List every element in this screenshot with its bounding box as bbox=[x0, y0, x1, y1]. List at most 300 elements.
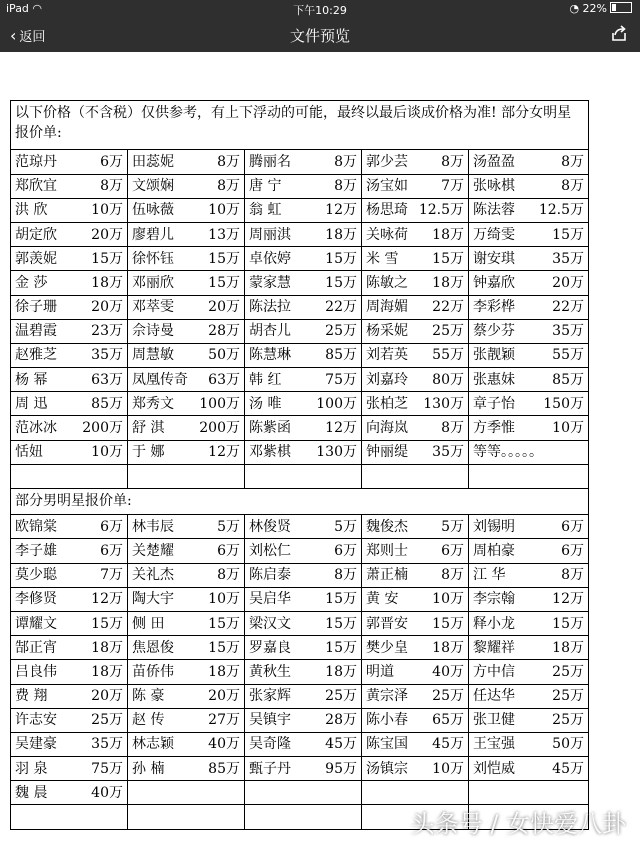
table-row bbox=[11, 684, 589, 708]
price-value: 20万 bbox=[208, 299, 240, 316]
price-cell bbox=[245, 222, 362, 246]
celebrity-name: 佘诗曼 bbox=[132, 323, 174, 340]
price-cell bbox=[469, 222, 589, 246]
price-cell bbox=[245, 684, 362, 708]
celebrity-name: 温碧霞 bbox=[15, 323, 57, 340]
price-cell bbox=[469, 150, 589, 174]
celebrity-name: 腾丽名 bbox=[249, 153, 291, 170]
celebrity-name: 徐怀钰 bbox=[132, 250, 174, 267]
price-value: 27万 bbox=[208, 712, 240, 729]
price-cell bbox=[362, 319, 469, 343]
price-cell bbox=[362, 271, 469, 295]
price-value: 28万 bbox=[325, 712, 357, 729]
table-row bbox=[11, 222, 589, 246]
price-cell bbox=[362, 343, 469, 367]
table-row bbox=[11, 343, 589, 367]
celebrity-name: 陈 豪 bbox=[132, 688, 165, 705]
price-cell bbox=[11, 198, 128, 222]
price-value: 20万 bbox=[91, 226, 123, 243]
price-cell bbox=[245, 539, 362, 563]
price-cell bbox=[362, 174, 469, 198]
share-icon bbox=[610, 24, 628, 42]
price-value: 18万 bbox=[432, 226, 464, 243]
price-value: 40万 bbox=[208, 736, 240, 753]
price-value: 15万 bbox=[208, 274, 240, 291]
celebrity-name: 关楚耀 bbox=[132, 542, 174, 559]
price-cell bbox=[11, 611, 128, 635]
celebrity-name: 周慧敏 bbox=[132, 347, 174, 364]
price-value: 85万 bbox=[552, 371, 584, 388]
table-row bbox=[11, 319, 589, 343]
price-cell bbox=[128, 174, 245, 198]
table-row bbox=[11, 198, 589, 222]
price-cell bbox=[245, 416, 362, 440]
price-value: 8万 bbox=[100, 178, 123, 195]
celebrity-name: 张柏芝 bbox=[366, 395, 408, 412]
celebrity-name: 胡杏儿 bbox=[249, 323, 291, 340]
price-cell bbox=[469, 781, 589, 805]
celebrity-name: 周海媚 bbox=[366, 299, 408, 316]
celebrity-name: 汤宝如 bbox=[366, 178, 408, 195]
price-value: 6万 bbox=[561, 518, 584, 535]
price-cell bbox=[128, 757, 245, 781]
price-value: 10万 bbox=[552, 420, 584, 437]
price-cell bbox=[245, 732, 362, 756]
price-cell bbox=[128, 587, 245, 611]
price-cell bbox=[245, 515, 362, 539]
celebrity-name: 方季惟 bbox=[473, 420, 515, 437]
celebrity-name: 黄秋生 bbox=[249, 663, 291, 680]
celebrity-name: 汤 唯 bbox=[249, 395, 282, 412]
table-row bbox=[11, 150, 589, 174]
price-cell bbox=[128, 150, 245, 174]
celebrity-name: 等等。。。。。 bbox=[473, 444, 543, 461]
price-cell bbox=[128, 392, 245, 416]
price-cell bbox=[469, 319, 589, 343]
price-value: 5万 bbox=[217, 518, 240, 535]
celebrity-name: 谢安琪 bbox=[473, 250, 515, 267]
price-value: 22万 bbox=[552, 299, 584, 316]
status-time: 下午10:29 bbox=[293, 4, 347, 17]
price-value: 22万 bbox=[432, 299, 464, 316]
price-value: 20万 bbox=[91, 299, 123, 316]
price-cell bbox=[362, 440, 469, 464]
price-value: 95万 bbox=[325, 760, 357, 777]
price-cell bbox=[11, 368, 128, 392]
celebrity-name: 郭少芸 bbox=[366, 153, 408, 170]
celebrity-name: 陈启泰 bbox=[249, 567, 291, 584]
celebrity-name: 明道 bbox=[366, 663, 394, 680]
price-cell bbox=[128, 416, 245, 440]
price-cell bbox=[11, 222, 128, 246]
price-cell bbox=[362, 757, 469, 781]
celebrity-name: 杨思琦 bbox=[366, 202, 408, 219]
price-cell bbox=[469, 295, 589, 319]
price-value: 15万 bbox=[91, 615, 123, 632]
price-cell bbox=[245, 150, 362, 174]
celebrity-name: 侧 田 bbox=[132, 615, 165, 632]
price-cell bbox=[128, 563, 245, 587]
price-value: 63万 bbox=[91, 371, 123, 388]
celebrity-name: 恬妞 bbox=[15, 444, 43, 461]
price-cell bbox=[469, 416, 589, 440]
price-cell bbox=[128, 295, 245, 319]
price-cell bbox=[469, 636, 589, 660]
celebrity-name: 钟嘉欣 bbox=[473, 274, 515, 291]
price-cell bbox=[362, 416, 469, 440]
celebrity-name: 米 雪 bbox=[366, 250, 399, 267]
price-value: 28万 bbox=[208, 323, 240, 340]
celebrity-name: 刘恺威 bbox=[473, 760, 515, 777]
celebrity-name: 任达华 bbox=[473, 688, 515, 705]
price-cell bbox=[128, 732, 245, 756]
price-value: 15万 bbox=[208, 615, 240, 632]
price-value: 15万 bbox=[325, 615, 357, 632]
price-value: 35万 bbox=[432, 444, 464, 461]
price-value: 40万 bbox=[432, 663, 464, 680]
celebrity-name: 谭耀文 bbox=[15, 615, 57, 632]
celebrity-name: 翁 虹 bbox=[249, 202, 282, 219]
celebrity-name: 魏 晨 bbox=[15, 784, 48, 801]
celebrity-name: 陶大宇 bbox=[132, 591, 174, 608]
celebrity-name: 欧锦棠 bbox=[15, 518, 57, 535]
celebrity-name: 林韦辰 bbox=[132, 518, 174, 535]
back-button[interactable]: ‹ 返回 bbox=[10, 26, 46, 45]
celebrity-name: 周柏豪 bbox=[473, 542, 515, 559]
celebrity-name: 洪 欣 bbox=[15, 202, 48, 219]
celebrity-name: 徐子珊 bbox=[15, 299, 57, 316]
price-cell bbox=[245, 368, 362, 392]
celebrity-name: 许志安 bbox=[15, 712, 57, 729]
price-value: 8万 bbox=[561, 567, 584, 584]
price-cell bbox=[362, 708, 469, 732]
price-value: 100万 bbox=[316, 395, 357, 412]
price-value: 18万 bbox=[91, 663, 123, 680]
price-value: 200万 bbox=[82, 420, 123, 437]
price-cell bbox=[128, 805, 245, 829]
table-row bbox=[11, 247, 589, 271]
price-value: 45万 bbox=[552, 760, 584, 777]
celebrity-name: 韩 红 bbox=[249, 371, 282, 388]
price-cell bbox=[362, 732, 469, 756]
price-cell bbox=[128, 781, 245, 805]
celebrity-name: 郜正宵 bbox=[15, 639, 57, 656]
price-value: 22万 bbox=[325, 299, 357, 316]
price-cell bbox=[245, 781, 362, 805]
price-cell bbox=[11, 757, 128, 781]
price-value: 8万 bbox=[334, 178, 357, 195]
status-bar bbox=[0, 0, 640, 18]
price-cell bbox=[128, 708, 245, 732]
celebrity-name: 林俊贤 bbox=[249, 518, 291, 535]
document-preview bbox=[0, 52, 640, 853]
celebrity-name: 关礼杰 bbox=[132, 567, 174, 584]
price-value: 5万 bbox=[334, 518, 357, 535]
celebrity-name: 梁汉文 bbox=[249, 615, 291, 632]
table-row bbox=[11, 464, 589, 488]
watermark: 头条号 / 女快爱八卦 bbox=[410, 810, 626, 838]
table-row bbox=[11, 539, 589, 563]
price-value: 8万 bbox=[561, 153, 584, 170]
table-row bbox=[11, 781, 589, 805]
price-cell bbox=[245, 247, 362, 271]
price-value: 13万 bbox=[208, 226, 240, 243]
price-cell bbox=[245, 271, 362, 295]
price-value: 25万 bbox=[552, 688, 584, 705]
price-cell bbox=[469, 368, 589, 392]
celebrity-name: 陈法拉 bbox=[249, 299, 291, 316]
price-cell bbox=[469, 198, 589, 222]
price-value: 10万 bbox=[432, 760, 464, 777]
celebrity-name: 甄子丹 bbox=[249, 760, 291, 777]
price-value: 25万 bbox=[552, 663, 584, 680]
price-value: 25万 bbox=[432, 688, 464, 705]
price-value: 18万 bbox=[325, 226, 357, 243]
price-value: 45万 bbox=[325, 736, 357, 753]
price-value: 10万 bbox=[91, 444, 123, 461]
price-cell bbox=[11, 732, 128, 756]
price-value: 8万 bbox=[217, 567, 240, 584]
price-value: 6万 bbox=[441, 542, 464, 559]
price-value: 55万 bbox=[432, 347, 464, 364]
price-cell bbox=[362, 464, 469, 488]
price-value: 15万 bbox=[325, 274, 357, 291]
price-value: 8万 bbox=[561, 178, 584, 195]
price-cell bbox=[245, 805, 362, 829]
celebrity-name: 邓萃雯 bbox=[132, 299, 174, 316]
price-cell bbox=[362, 515, 469, 539]
celebrity-name: 樊少皇 bbox=[366, 639, 408, 656]
price-value: 15万 bbox=[432, 615, 464, 632]
celebrity-name: 凤凰传奇 bbox=[132, 371, 188, 388]
celebrity-name: 林志颖 bbox=[132, 736, 174, 753]
celebrity-name: 吴镇宇 bbox=[249, 712, 291, 729]
section-header: 以下价格（不含税）仅供参考，有上下浮动的可能，最终以最后谈成价格为准! 部分女明星报价单: bbox=[11, 101, 589, 150]
price-value: 200万 bbox=[199, 420, 240, 437]
celebrity-name: 卓依婷 bbox=[249, 250, 291, 267]
price-value: 6万 bbox=[561, 542, 584, 559]
price-cell bbox=[362, 539, 469, 563]
price-value: 8万 bbox=[217, 178, 240, 195]
price-value: 7万 bbox=[441, 178, 464, 195]
celebrity-name: 杨 幂 bbox=[15, 371, 48, 388]
celebrity-name: 邓丽欣 bbox=[132, 274, 174, 291]
price-value: 150万 bbox=[543, 395, 584, 412]
celebrity-name: 张咏棋 bbox=[473, 178, 515, 195]
celebrity-name: 伍咏薇 bbox=[132, 202, 174, 219]
price-cell bbox=[128, 611, 245, 635]
price-cell bbox=[362, 368, 469, 392]
price-value: 18万 bbox=[208, 663, 240, 680]
price-cell bbox=[128, 319, 245, 343]
celebrity-name: 陈小春 bbox=[366, 712, 408, 729]
price-cell bbox=[362, 563, 469, 587]
celebrity-name: 郭羡妮 bbox=[15, 250, 57, 267]
price-value: 35万 bbox=[91, 736, 123, 753]
celebrity-name: 李修贤 bbox=[15, 591, 57, 608]
celebrity-name: 陈宝国 bbox=[366, 736, 408, 753]
page-title: 文件预览 bbox=[289, 27, 350, 45]
price-value: 85万 bbox=[325, 347, 357, 364]
celebrity-name: 章子怡 bbox=[473, 395, 515, 412]
celebrity-name: 吕良伟 bbox=[15, 663, 57, 680]
celebrity-name: 刘嘉玲 bbox=[366, 371, 408, 388]
price-cell bbox=[11, 515, 128, 539]
celebrity-name: 陈法蓉 bbox=[473, 202, 515, 219]
price-value: 50万 bbox=[552, 736, 584, 753]
price-value: 10万 bbox=[208, 591, 240, 608]
price-value: 5万 bbox=[441, 518, 464, 535]
price-value: 85万 bbox=[91, 395, 123, 412]
price-cell bbox=[11, 636, 128, 660]
price-value: 65万 bbox=[432, 712, 464, 729]
price-cell bbox=[469, 757, 589, 781]
price-value: 18万 bbox=[432, 639, 464, 656]
price-table bbox=[10, 100, 589, 830]
price-value: 35万 bbox=[552, 250, 584, 267]
section-header-row bbox=[11, 101, 589, 150]
celebrity-name: 陈慧琳 bbox=[249, 347, 291, 364]
price-value: 45万 bbox=[432, 736, 464, 753]
price-cell bbox=[469, 563, 589, 587]
celebrity-name: 田蕊妮 bbox=[132, 153, 174, 170]
price-value: 100万 bbox=[199, 395, 240, 412]
price-value: 10万 bbox=[91, 202, 123, 219]
price-cell bbox=[11, 295, 128, 319]
celebrity-name: 赵雅芝 bbox=[15, 347, 57, 364]
table-row bbox=[11, 757, 589, 781]
price-cell bbox=[11, 440, 128, 464]
celebrity-name: 文颂娴 bbox=[132, 178, 174, 195]
celebrity-name: 范琼丹 bbox=[15, 153, 57, 170]
price-value: 8万 bbox=[441, 420, 464, 437]
price-cell bbox=[11, 343, 128, 367]
table-row bbox=[11, 563, 589, 587]
price-cell bbox=[362, 222, 469, 246]
celebrity-name: 张惠妹 bbox=[473, 371, 515, 388]
price-value: 75万 bbox=[325, 371, 357, 388]
celebrity-name: 刘锡明 bbox=[473, 518, 515, 535]
celebrity-name: 孙 楠 bbox=[132, 760, 165, 777]
price-value: 10万 bbox=[432, 591, 464, 608]
price-value: 6万 bbox=[100, 518, 123, 535]
price-cell bbox=[11, 684, 128, 708]
celebrity-name: 江 华 bbox=[473, 567, 506, 584]
price-cell bbox=[128, 464, 245, 488]
price-cell bbox=[469, 732, 589, 756]
celebrity-name: 焦恩俊 bbox=[132, 639, 174, 656]
price-value: 20万 bbox=[552, 274, 584, 291]
celebrity-name: 范冰冰 bbox=[15, 420, 57, 437]
price-cell bbox=[469, 247, 589, 271]
price-cell bbox=[128, 684, 245, 708]
price-cell bbox=[362, 150, 469, 174]
price-value: 130万 bbox=[423, 395, 464, 412]
price-value: 12万 bbox=[325, 420, 357, 437]
celebrity-name: 王宝强 bbox=[473, 736, 515, 753]
celebrity-name: 李子雄 bbox=[15, 542, 57, 559]
celebrity-name: 万绮雯 bbox=[473, 226, 515, 243]
celebrity-name: 胡定欣 bbox=[15, 226, 57, 243]
table-row bbox=[11, 708, 589, 732]
price-cell bbox=[362, 611, 469, 635]
price-cell bbox=[128, 636, 245, 660]
price-cell bbox=[245, 660, 362, 684]
price-value: 35万 bbox=[552, 323, 584, 340]
price-cell bbox=[128, 539, 245, 563]
table-row bbox=[11, 368, 589, 392]
price-cell bbox=[469, 660, 589, 684]
celebrity-name: 吴启华 bbox=[249, 591, 291, 608]
price-cell bbox=[11, 319, 128, 343]
price-cell bbox=[469, 343, 589, 367]
price-cell bbox=[362, 684, 469, 708]
section-header-row bbox=[11, 489, 589, 515]
table-row bbox=[11, 271, 589, 295]
price-value: 15万 bbox=[325, 639, 357, 656]
price-value: 40万 bbox=[91, 784, 123, 801]
celebrity-name: 蔡少芬 bbox=[473, 323, 515, 340]
price-value: 12万 bbox=[91, 591, 123, 608]
price-cell bbox=[11, 563, 128, 587]
celebrity-name: 张家辉 bbox=[249, 688, 291, 705]
celebrity-name: 邓紫棋 bbox=[249, 444, 291, 461]
price-value: 25万 bbox=[325, 688, 357, 705]
price-value: 12万 bbox=[325, 202, 357, 219]
celebrity-name: 刘若英 bbox=[366, 347, 408, 364]
price-value: 23万 bbox=[91, 323, 123, 340]
price-value: 18万 bbox=[552, 639, 584, 656]
celebrity-name: 赵 传 bbox=[132, 712, 165, 729]
celebrity-name: 黄 安 bbox=[366, 591, 399, 608]
celebrity-name: 郑秀文 bbox=[132, 395, 174, 412]
price-cell bbox=[245, 708, 362, 732]
price-cell bbox=[245, 440, 362, 464]
table-row bbox=[11, 416, 589, 440]
celebrity-name: 方中信 bbox=[473, 663, 515, 680]
price-cell bbox=[362, 392, 469, 416]
price-cell bbox=[11, 781, 128, 805]
celebrity-name: 莫少聪 bbox=[15, 567, 57, 584]
table-row bbox=[11, 515, 589, 539]
celebrity-name: 周 迅 bbox=[15, 395, 48, 412]
celebrity-name: 杨采妮 bbox=[366, 323, 408, 340]
price-cell bbox=[362, 247, 469, 271]
share-button[interactable] bbox=[610, 24, 628, 46]
price-value: 55万 bbox=[552, 347, 584, 364]
price-cell bbox=[11, 392, 128, 416]
battery-status: ◔ 22% bbox=[569, 2, 632, 15]
price-value: 6万 bbox=[334, 542, 357, 559]
table-row bbox=[11, 392, 589, 416]
celebrity-name: 蒙家慧 bbox=[249, 274, 291, 291]
celebrity-name: 释小龙 bbox=[473, 615, 515, 632]
wifi-icon: ◠ bbox=[32, 2, 43, 15]
table-row bbox=[11, 295, 589, 319]
celebrity-name: 黄宗泽 bbox=[366, 688, 408, 705]
price-value: 35万 bbox=[91, 347, 123, 364]
price-cell bbox=[245, 636, 362, 660]
price-value: 8万 bbox=[334, 153, 357, 170]
price-cell bbox=[469, 464, 589, 488]
price-cell bbox=[469, 611, 589, 635]
price-value: 12.5万 bbox=[538, 202, 584, 219]
price-value: 15万 bbox=[91, 250, 123, 267]
price-value: 80万 bbox=[432, 371, 464, 388]
price-cell bbox=[362, 660, 469, 684]
price-cell bbox=[469, 174, 589, 198]
celebrity-name: 吴奇隆 bbox=[249, 736, 291, 753]
